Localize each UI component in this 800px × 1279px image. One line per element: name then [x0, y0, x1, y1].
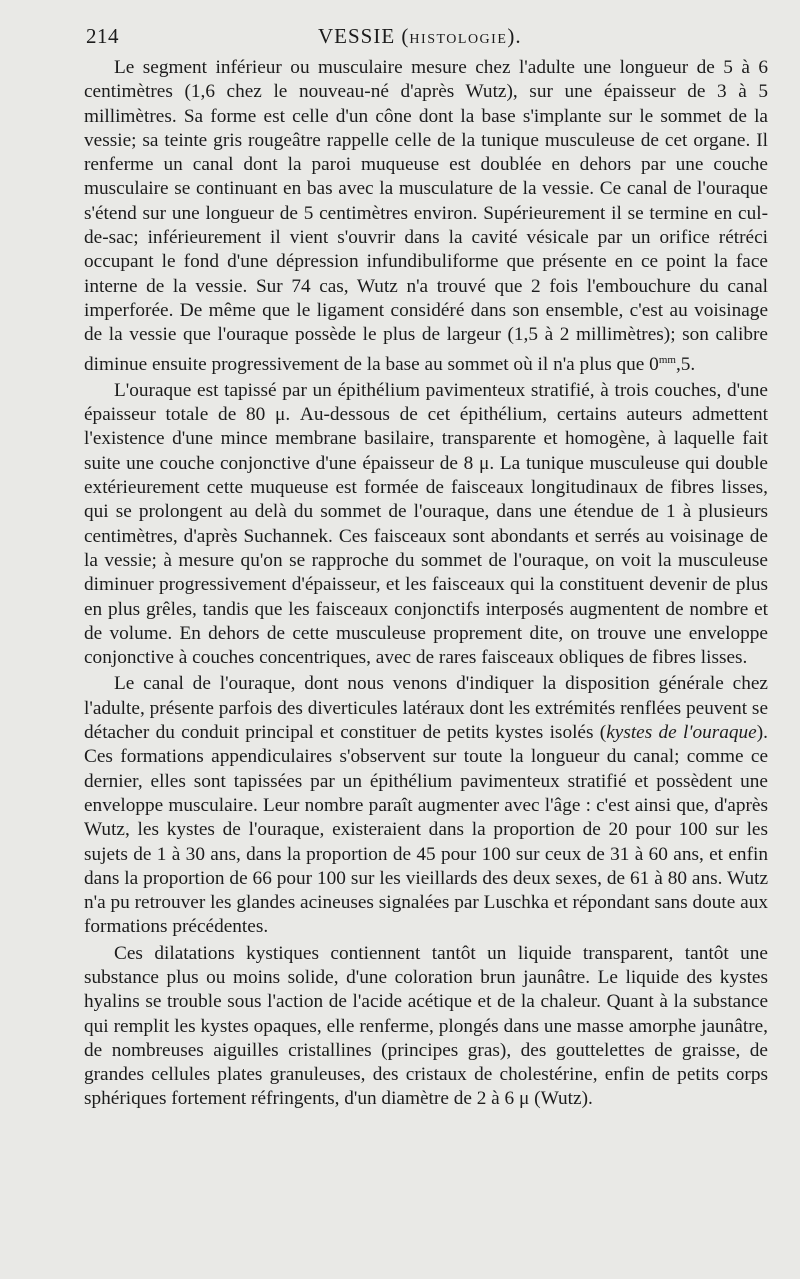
text-body: [84, 56, 768, 1112]
paragraph-epithelium: L'ouraque est tapissé par un épithélium pavimenteux stratifié, à trois couches, d'une épaisseur totale de 80 μ. Au-dessous de cet épithélium, certains auteurs admettent l'existence d'une mince membrane basilaire, transparente et homogène, à laquelle fait suite une couche conjonctive d'une épaisseur de 8 μ. La tunique musculeuse qui double extérieurement cette muqueuse est formée de faisceaux longitudinaux de fibres lisses, qui se prolongent au delà du sommet de l'ouraque, dans une étendue de 1 à plusieurs centimètres, d'après Suchannek. Ces faisceaux sont abondants et serrés au voisinage de la vessie; à mesure qu'on se rapproche du sommet de l'ouraque, on voit la musculeuse diminuer progressivement d'épaisseur, et les faisceaux qui la constituent devenir de plus en plus grêles, tandis que les faisceaux conjonctifs interposés augmentent de nombre et de volume. En dehors de cette musculeuse proprement dite, on trouve une enveloppe conjonctive à couches concentriques, avec de rares faisceaux obliques de fibres lisses.: [84, 379, 768, 669]
paragraph-dilatations: Ces dilatations kystiques contiennent tantôt un liquide transparent, tantôt une substance plus ou moins solide, d'une coloration brun jaunâtre. Le liquide des kystes hyalins se trouble sous l'action de l'acide acétique et de la chaleur. Quant à la substance qui remplit les kystes opaques, elle renferme, plongés dans une masse amorphe jaunâtre, de nombreuses aiguilles cristallines (principes gras), des gouttelettes de graisse, de grandes cellules plates granuleuses, des cristaux de cholestérine, enfin de petits corps sphériques fortement réfringents, d'un diamètre de 2 à 6 μ (Wutz).: [84, 942, 768, 1110]
running-header: [86, 24, 760, 54]
superscript-unit: mm: [658, 353, 676, 366]
running-title: VESSIE (HISTOLOGIE).: [318, 24, 522, 48]
paragraph-kystes: Le canal de l'ouraque, dont nous venons d'indiquer la disposition générale chez l'adulte, présente parfois des diverticules latéraux dont les extrémités renflées peuvent se détacher du conduit principal et constituer de petits kystes isolés (kystes de l'ouraque). Ces formations appendiculaires s'observent sur toute la longueur du canal; comme ce dernier, elles sont tapissées par un épithélium pavimenteux stratifié et possèdent une enveloppe musculaire. Leur nombre paraît augmenter avec l'âge : c'est ainsi que, d'après Wutz, les kystes de l'ouraque, existeraient dans la proportion de 20 pour 100 sur les sujets de 1 à 30 ans, dans la proportion de 45 pour 100 sur ceux de 31 à 60 ans, et enfin dans la proportion de 66 pour 100 sur les vieillards des deux sexes, de 61 à 80 ans. Wutz n'a pu retrouver les glandes acineuses signalées par Luschka et répondant sans doute aux formations précédentes.: [84, 673, 768, 938]
italic-term: kystes de l'ouraque: [606, 722, 757, 744]
paragraph-segment-inferieur: Le segment inférieur ou musculaire mesure chez l'adulte une longueur de 5 à 6 centimètres (1,6 chez le nouveau-né d'après Wutz), sur une épaisseur de 3 à 5 millimètres. Sa forme est celle d'un cône dont la base s'implante sur le sommet de la vessie; sa teinte gris rougeâtre rappelle celle de la tunique musculeuse de cet organe. Il renferme un canal dont la paroi muqueuse est doublée en dehors par une couche musculaire se continuant en bas avec la musculature de la vessie. Ce canal de l'ouraque s'étend sur une longueur de 5 centimètres environ. Supérieurement il se termine en cul-de-sac; inférieurement il vient s'ouvrir dans la cavité vésicale par un orifice rétréci occupant le fond d'une dépression infundibuliforme que présente en ce point la face interne de la vessie. Sur 74 cas, Wutz n'a trouvé que 2 fois l'embouchure du canal imperforée. De même que le ligament considéré dans son ensemble, c'est au voisinage de la vessie que l'ouraque possède le plus de largeur (1,5 à 2 millimètres); son calibre diminue ensuite progressivement de la base au sommet où il n'a plus que $0^{mm},5$.: [84, 57, 768, 375]
page-number: 214: [86, 24, 119, 48]
running-title-subject: HISTOLOGIE: [409, 32, 508, 47]
